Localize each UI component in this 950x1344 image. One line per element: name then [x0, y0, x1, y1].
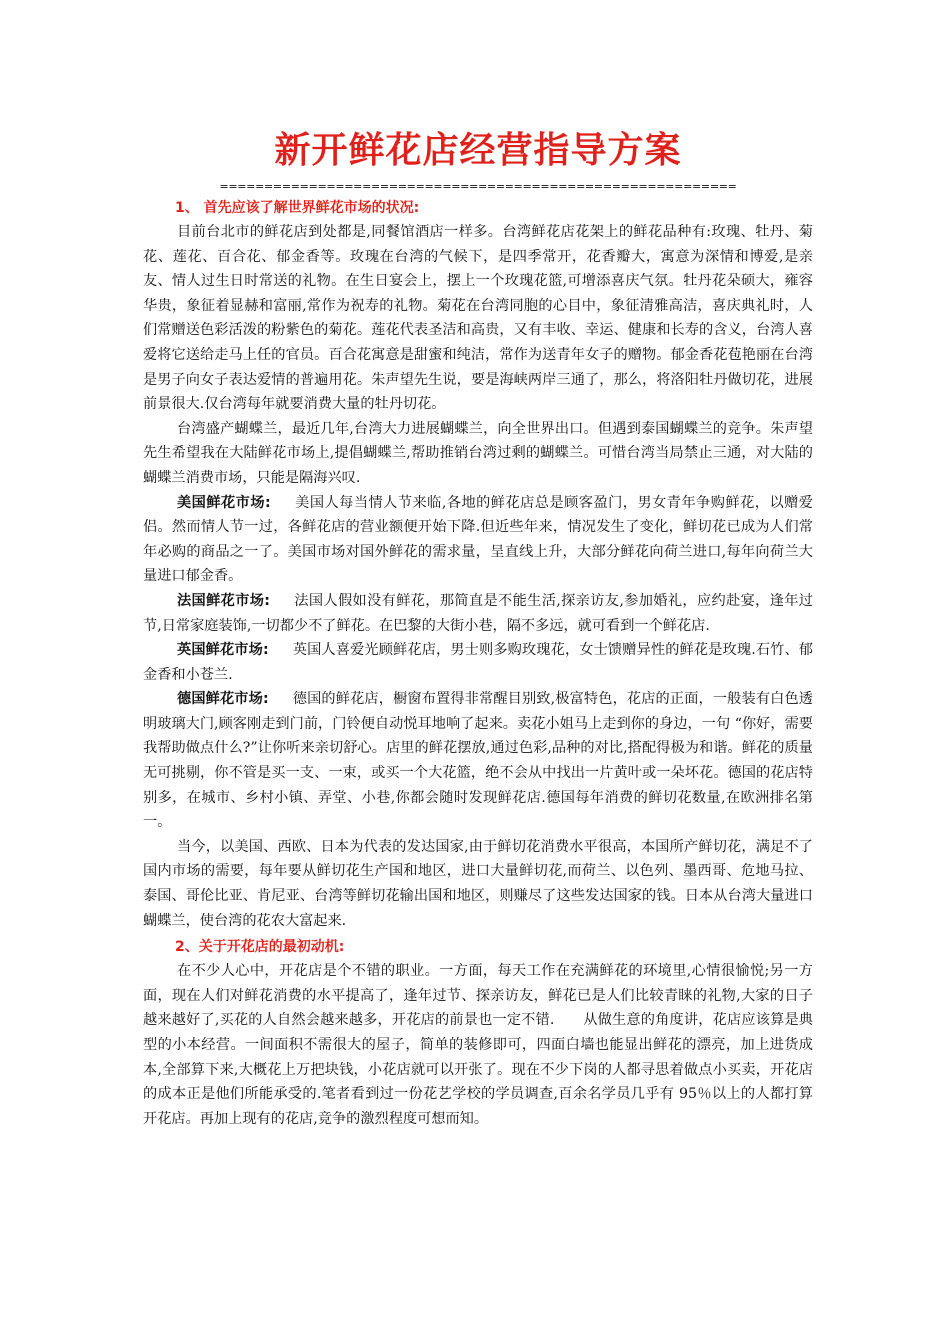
usa-market-paragraph: [143, 491, 813, 589]
section-1-paragraph-developed-countries: 当今，以美国、西欧、日本为代表的发达国家,由于鲜切花消费水平很高，本国所产鲜切花，满足不了国内市场的需要，每年要从鲜切花生产国和地区，进口大量鲜切花,而荷兰、以色列、墨西哥、危地马拉、泰国、哥伦比亚、肯尼亚、台湾等鲜切花输出国和地区，则赚尽了这些发达国家的钱。日本从台湾大量进口蝴蝶兰，使台湾的花农大富起来.: [143, 838, 813, 929]
france-market-label: 法国鲜花市场:: [177, 592, 270, 609]
usa-market-label: 美国鲜花市场:: [177, 494, 271, 511]
section-2-paragraph-motivation: 在不少人心中，开花店是个不错的职业。一方面，每天工作在充满鲜花的环境里,心情很愉悦;另一方面，现在人们对鲜花消费的水平提高了，逢年过节、探亲访友，鲜花已是人们比较青睐的礼物,大家的日子越来越好了,买花的人自然会越来越多，开花店的前景也一定不错. 从做生意的角度讲，花店应该算是典型的小本经营。一间面积不需很大的屋子，简单的装修即可，四面白墙也能显出鲜花的漂亮，加上进货成本,全部算下来,大概花上万把块钱，小花店就可以开张了。现在不少下岗的人都寻思着做点小买卖，开花店的成本正是他们所能承受的.笔者看到过一份花艺学校的学员调查,百余名学员几乎有 95％以上的人都打算开花店。再加上现有的花店,竞争的激烈程度可想而知。: [143, 963, 813, 1127]
section-1-heading: 1、 首先应该了解世界鲜花市场的状况:: [175, 200, 420, 216]
usa-market-text: 美国人每当情人节来临,各地的鲜花店总是顾客盈门，男女青年争购鲜花，以赠爱侣。然而情人节一过，各鲜花店的营业额便开始下降.但近些年来，情况发生了变化，鲜切花已成为人们常年必购的商品之一了。美国市场对国外鲜花的需求量，呈直线上升，大部分鲜花向荷兰进口,每年向荷兰大量进口郁金香。: [143, 494, 813, 585]
section-1-paragraph-orchids: 台湾盛产蝴蝶兰，最近几年,台湾大力进展蝴蝶兰，向全世界出口。但遇到泰国蝴蝶兰的竞争。朱声望先生希望我在大陆鲜花市场上,提倡蝴蝶兰,帮助推销台湾过剩的蝴蝶兰。可惜台湾当局禁止三通，对大陆的蝴蝶兰消费市场，只能是隔海兴叹.: [143, 420, 813, 486]
germany-market-text: 德国的鲜花店，橱窗布置得非常醒目别致,极富特色，花店的正面，一般装有白色透明玻璃大门,顾客刚走到门前，门铃便自动悦耳地响了起来。卖花小姐马上走到你的身边，一句 “你好，需要我帮助做点什么?”让你听来亲切舒心。店里的鲜花摆放,通过色彩,品种的对比,搭配得极为和谐。鲜花的质量无可挑剔，你不管是买一支、一束，或买一个大花篮，绝不会从中找出一片黄叶或一朵坏花。德国的花店特别多，在城市、乡村小镇、弄堂、小巷,你都会随时发现鲜花店.德国每年消费的鲜切花数量,在欧洲排名第一。: [143, 691, 813, 831]
section-1-paragraph-taiwan-flowers: 目前台北市的鲜花店到处都是,同餐馆酒店一样多。台湾鲜花店花架上的鲜花品种有:玫瑰、牡丹、菊花、莲花、百合花、郁金香等。玫瑰在台湾的气候下，是四季常开，花香瓣大，寓意为深情和博爱,是亲友、情人过生日时常送的礼物。在生日宴会上，摆上一个玫瑰花篮,可增添喜庆气氛。牡丹花朵硕大，雍容华贵，象征着显赫和富丽,常作为祝寿的礼物。菊花在台湾同胞的心目中，象征清雅高洁，喜庆典礼时，人们常赠送色彩活泼的粉紫色的菊花。莲花代表圣洁和高贵，又有丰收、幸运、健康和长寿的含义，台湾人喜爱将它送给走马上任的官员。百合花寓意是甜蜜和纯洁，常作为送青年女子的赠物。郁金香花苞艳丽在台湾是男子向女子表达爱情的普遍用花。朱声望先生说，要是海峡两岸三通了，那么，将洛阳牡丹做切花，进展前景很大.仅台湾每年就要消费大量的牡丹切花。: [143, 224, 813, 413]
germany-market-label: 德国鲜花市场:: [177, 691, 269, 708]
germany-market-paragraph: [143, 687, 813, 835]
document-page: [143, 126, 813, 1131]
france-market-paragraph: [143, 589, 813, 638]
uk-market-paragraph: [143, 638, 813, 687]
title-divider: ==========================================================: [219, 180, 737, 193]
section-2-heading: 2、关于开花店的最初动机:: [175, 939, 345, 956]
document-title: 新开鲜花店经营指导方案: [274, 130, 682, 171]
uk-market-text: 英国人喜爱光顾鲜花店，男士则多购玫瑰花，女士馈赠异性的鲜花是玫瑰.石竹、郁金香和小苍兰.: [143, 642, 813, 683]
france-market-text: 法国人假如没有鲜花，那简直是不能生活,探亲访友,参加婚礼，应约赴宴，逢年过节,日常家庭装饰,一切都少不了鲜花。在巴黎的大街小巷，隔不多远，就可看到一个鲜花店.: [143, 592, 813, 634]
uk-market-label: 英国鲜花市场:: [177, 642, 269, 659]
